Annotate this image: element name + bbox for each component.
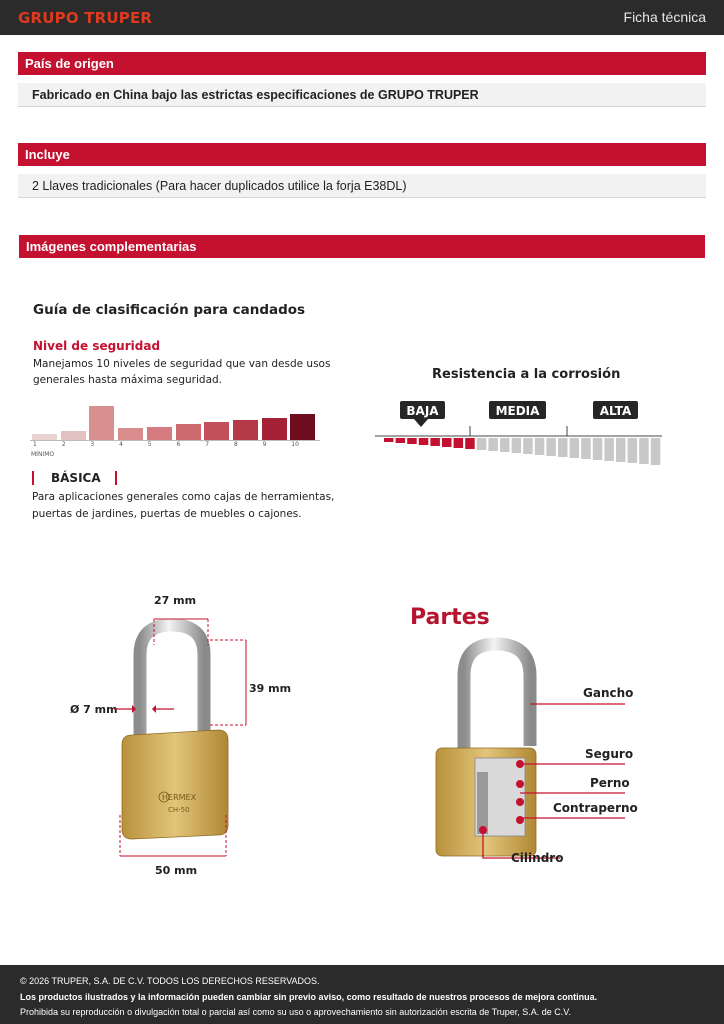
- corrosion-tick: [442, 438, 452, 447]
- security-axis-line: [30, 440, 320, 441]
- corrosion-tick: [639, 438, 649, 464]
- includes-text: 2 Llaves tradicionales (Para hacer duplicados utilice la forja E38DL): [18, 174, 706, 198]
- security-level-number: 5: [147, 441, 152, 448]
- includes-section-title: Incluye: [18, 143, 706, 166]
- security-level-number: 6: [176, 441, 181, 448]
- corrosion-tick: [616, 438, 626, 462]
- security-level-number: 1: [33, 441, 37, 448]
- dimension-shackle-width: 27 mm: [154, 594, 197, 607]
- svg-text:ALTA: ALTA: [599, 404, 632, 418]
- security-level-number: 10: [291, 441, 299, 448]
- origin-text: Fabricado en China bajo las estrictas especificaciones de GRUPO TRUPER: [18, 83, 706, 107]
- footer-notice: Los productos ilustrados y la información pueden cambiar sin previo aviso, como resultado de nuestros procesos de mejora continua.: [20, 991, 598, 1002]
- class-text-line-2: puertas de jardines, puertas de muebles o cajones.: [32, 508, 302, 520]
- corrosion-tick: [500, 438, 510, 452]
- corrosion-title: Resistencia a la corrosión: [432, 367, 621, 382]
- corrosion-tick: [604, 438, 614, 461]
- security-level-number: 7: [205, 441, 210, 448]
- corrosion-tick: [419, 438, 429, 445]
- part-label-contraperno: Contraperno: [553, 801, 638, 815]
- footer: [0, 965, 724, 1024]
- security-level-number: 8: [233, 441, 238, 448]
- minimum-label: MÍNIMO: [31, 451, 55, 458]
- security-level-bar-2: [61, 431, 86, 440]
- security-level-bar-6: [176, 424, 201, 440]
- security-level-bar-8: [233, 420, 258, 440]
- security-heading: Nivel de seguridad: [33, 339, 161, 353]
- dimension-body-width: 50 mm: [155, 864, 198, 877]
- corrosion-label-alta: [593, 401, 638, 419]
- dimension-shackle-height: 39 mm: [249, 682, 292, 695]
- security-level-number: 4: [119, 441, 123, 448]
- security-level-bar-10: [290, 414, 315, 440]
- corrosion-tick: [570, 438, 580, 458]
- part-label-perno: Perno: [590, 776, 630, 790]
- corrosion-tick: [558, 438, 568, 457]
- part-label-cilindro: Cilindro: [511, 851, 564, 865]
- svg-text:BAJA: BAJA: [406, 404, 439, 418]
- corrosion-tick: [477, 438, 487, 450]
- corrosion-tick: [396, 438, 406, 443]
- corrosion-tick: [523, 438, 533, 454]
- class-text-line-1: Para aplicaciones generales como cajas de herramientas,: [32, 491, 335, 503]
- corrosion-tick: [593, 438, 603, 460]
- padlock-shackle: [140, 625, 204, 745]
- corrosion-tick: [488, 438, 498, 451]
- parts-shackle: [464, 644, 530, 761]
- corrosion-tick: [628, 438, 638, 463]
- parts-title: Partes: [410, 605, 490, 630]
- corrosion-tick: [384, 438, 394, 442]
- part-label-seguro: Seguro: [585, 747, 634, 761]
- svg-text:MEDIA: MEDIA: [495, 404, 540, 418]
- corrosion-label-media: [489, 401, 546, 419]
- security-level-bar-7: [204, 422, 229, 440]
- padlock-body: [122, 730, 228, 839]
- corrosion-tick: [546, 438, 556, 456]
- origin-section-title: País de origen: [18, 52, 706, 75]
- dimension-shackle-diameter: Ø 7 mm: [70, 703, 118, 716]
- corrosion-tick: [651, 438, 661, 465]
- footer-copyright: © 2026 TRUPER, S.A. DE C.V. TODOS LOS DERECHOS RESERVADOS.: [20, 976, 320, 986]
- guide-title: Guía de clasificación para candados: [33, 302, 306, 318]
- images-section-title: Imágenes complementarias: [19, 235, 705, 258]
- security-text-line-1: Manejamos 10 niveles de seguridad que van desde usos: [33, 358, 331, 370]
- security-level-bar-4: [118, 428, 143, 440]
- class-marker-right: [115, 471, 117, 485]
- corrosion-scale: [370, 398, 670, 470]
- corrosion-tick: [454, 438, 464, 448]
- corrosion-tick: [465, 438, 475, 449]
- security-level-bar-5: [147, 427, 172, 440]
- corrosion-tick: [512, 438, 521, 453]
- security-level-number: 9: [262, 441, 267, 448]
- part-label-gancho: Gancho: [583, 686, 634, 700]
- padlock-engraving-model: CH-50: [168, 806, 190, 814]
- corrosion-label-baja: [400, 401, 445, 427]
- security-level-number: 2: [61, 441, 66, 448]
- padlock-dimensions-figure: [60, 585, 300, 885]
- padlock-engraving-brand: HERMEX: [162, 793, 197, 802]
- top-bar: [0, 0, 724, 35]
- document-type: Ficha técnica: [623, 9, 706, 25]
- security-level-bar-3: [89, 406, 114, 440]
- footer-prohibition: Prohibida su reproducción o divulgación total o parcial así como su uso o aprovechamiento sin autorización escrita de Truper, S.A. de C.V.: [20, 1007, 571, 1017]
- class-name: BÁSICA: [51, 471, 101, 485]
- security-level-number: 3: [90, 441, 95, 448]
- security-text-line-2: generales hasta máxima seguridad.: [33, 374, 223, 386]
- brand-logo: GRUPO TRUPER: [18, 9, 153, 27]
- class-marker-left: [32, 471, 34, 485]
- corrosion-tick: [407, 438, 417, 444]
- corrosion-tick: [581, 438, 591, 459]
- corrosion-tick: [430, 438, 440, 446]
- security-level-bar-9: [262, 418, 287, 440]
- corrosion-tick: [535, 438, 545, 455]
